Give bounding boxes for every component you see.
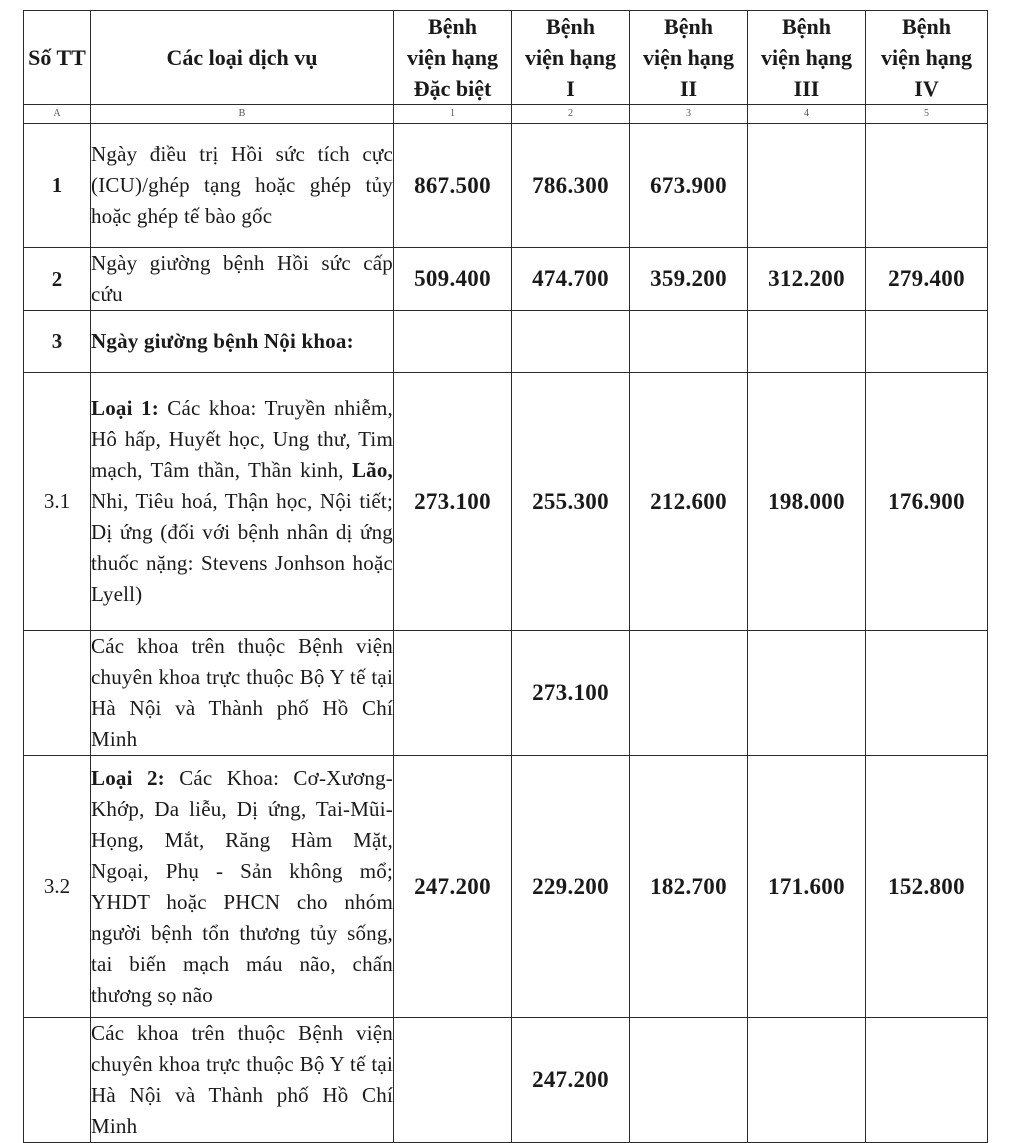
row-number xyxy=(24,1018,91,1143)
price-special: 867.500 xyxy=(394,124,512,248)
price-grade-3 xyxy=(748,631,866,756)
service-type-label: Loại 1: xyxy=(91,396,159,420)
header-hospital-special xyxy=(394,11,512,105)
price-grade-4: 279.400 xyxy=(866,248,988,311)
price-grade-1: 474.700 xyxy=(512,248,630,311)
header-hospital-1-line-1: Bệnh xyxy=(546,14,595,39)
header-hospital-2-line-1: Bệnh xyxy=(664,14,713,39)
price-grade-4 xyxy=(866,124,988,248)
price-special: 247.200 xyxy=(394,756,512,1018)
price-grade-3: 198.000 xyxy=(748,373,866,631)
table-row xyxy=(24,1018,988,1143)
service-text: Nhi, Tiêu hoá, Thận học, Nội tiết; Dị ứng (đối với bệnh nhân dị ứng thuốc nặng: Stevens Jonhson hoặc Lyell) xyxy=(91,489,393,606)
price-grade-1: 273.100 xyxy=(512,631,630,756)
price-grade-4 xyxy=(866,1018,988,1143)
header-hospital-1-line-3: I xyxy=(566,76,575,101)
price-grade-2 xyxy=(630,631,748,756)
header-hospital-3 xyxy=(748,11,866,105)
price-grade-3 xyxy=(748,1018,866,1143)
service-name xyxy=(91,756,394,1018)
service-name: Ngày giường bệnh Nội khoa: xyxy=(91,311,394,373)
price-special xyxy=(394,1018,512,1143)
hospital-bed-fee-table xyxy=(23,10,988,1143)
header-hospital-2-line-3: II xyxy=(679,76,698,101)
header-hospital-1-line-2: viện hạng xyxy=(524,45,617,70)
service-name: Ngày điều trị Hồi sức tích cực (ICU)/ghép tạng hoặc ghép tủy hoặc ghép tế bào gốc xyxy=(91,124,394,248)
index-cell: 2 xyxy=(512,105,630,124)
price-grade-2 xyxy=(630,311,748,373)
header-hospital-2 xyxy=(630,11,748,105)
header-hospital-special-line-2: viện hạng xyxy=(406,45,499,70)
service-text: Các khoa: Truyền nhiễm, Hô hấp, Huyết học, Ung thư, Tim mạch, Tâm thần, Thần kinh, xyxy=(91,396,393,482)
price-special: 509.400 xyxy=(394,248,512,311)
table-row xyxy=(24,248,988,311)
service-name: Các khoa trên thuộc Bệnh viện chuyên khoa trực thuộc Bộ Y tế tại Hà Nội và Thành phố Hồ Chí Minh xyxy=(91,631,394,756)
row-number xyxy=(24,631,91,756)
index-cell: 4 xyxy=(748,105,866,124)
price-special: 273.100 xyxy=(394,373,512,631)
price-grade-2: 359.200 xyxy=(630,248,748,311)
table-row xyxy=(24,373,988,631)
index-cell: 3 xyxy=(630,105,748,124)
price-grade-1 xyxy=(512,311,630,373)
table-row xyxy=(24,756,988,1018)
price-grade-3 xyxy=(748,124,866,248)
row-number: 3 xyxy=(24,311,91,373)
price-grade-4 xyxy=(866,311,988,373)
header-hospital-4 xyxy=(866,11,988,105)
row-number: 2 xyxy=(24,248,91,311)
row-number: 1 xyxy=(24,124,91,248)
index-cell: 1 xyxy=(394,105,512,124)
header-hospital-special-line-1: Bệnh xyxy=(428,14,477,39)
index-row xyxy=(24,105,988,124)
price-special xyxy=(394,311,512,373)
header-hospital-1 xyxy=(512,11,630,105)
service-text-bold: Lão, xyxy=(351,458,393,482)
header-stt: Số TT xyxy=(24,11,91,105)
header-hospital-4-line-2: viện hạng xyxy=(880,45,973,70)
price-grade-4: 152.800 xyxy=(866,756,988,1018)
service-text: Các Khoa: Cơ-Xương-Khớp, Da liễu, Dị ứng, Tai-Mũi-Họng, Mắt, Răng Hàm Mặt, Ngoại, Phụ - Sản không mổ; YHDT hoặc PHCN cho nhóm người bệnh tổn thương tủy sống, tai biến mạch máu não, chấn thương sọ não xyxy=(91,765,393,1007)
index-cell: 5 xyxy=(866,105,988,124)
header-hospital-3-line-2: viện hạng xyxy=(760,45,853,70)
price-grade-3 xyxy=(748,311,866,373)
row-number: 3.2 xyxy=(24,756,91,1018)
price-grade-4 xyxy=(866,631,988,756)
price-grade-2: 212.600 xyxy=(630,373,748,631)
price-grade-1: 786.300 xyxy=(512,124,630,248)
header-row xyxy=(24,11,988,105)
price-grade-3: 312.200 xyxy=(748,248,866,311)
price-table-page xyxy=(23,10,987,1138)
header-hospital-special-line-3: Đặc biệt xyxy=(413,76,492,101)
table-row xyxy=(24,124,988,248)
index-cell: B xyxy=(91,105,394,124)
header-hospital-3-line-1: Bệnh xyxy=(782,14,831,39)
price-grade-1: 247.200 xyxy=(512,1018,630,1143)
service-name: Các khoa trên thuộc Bệnh viện chuyên khoa trực thuộc Bộ Y tế tại Hà Nội và Thành phố Hồ Chí Minh xyxy=(91,1018,394,1143)
service-name xyxy=(91,373,394,631)
price-grade-2: 182.700 xyxy=(630,756,748,1018)
index-cell: A xyxy=(24,105,91,124)
table-row xyxy=(24,311,988,373)
price-grade-3: 171.600 xyxy=(748,756,866,1018)
header-hospital-2-line-2: viện hạng xyxy=(642,45,735,70)
row-number: 3.1 xyxy=(24,373,91,631)
header-service: Các loại dịch vụ xyxy=(91,11,394,105)
service-name: Ngày giường bệnh Hồi sức cấp cứu xyxy=(91,248,394,311)
header-hospital-3-line-3: III xyxy=(793,76,820,101)
price-grade-2: 673.900 xyxy=(630,124,748,248)
table-row xyxy=(24,631,988,756)
price-grade-2 xyxy=(630,1018,748,1143)
header-hospital-4-line-3: IV xyxy=(914,76,939,101)
price-grade-1: 255.300 xyxy=(512,373,630,631)
header-hospital-4-line-1: Bệnh xyxy=(902,14,951,39)
price-grade-1: 229.200 xyxy=(512,756,630,1018)
price-grade-4: 176.900 xyxy=(866,373,988,631)
price-special xyxy=(394,631,512,756)
service-type-label: Loại 2: xyxy=(91,765,165,790)
